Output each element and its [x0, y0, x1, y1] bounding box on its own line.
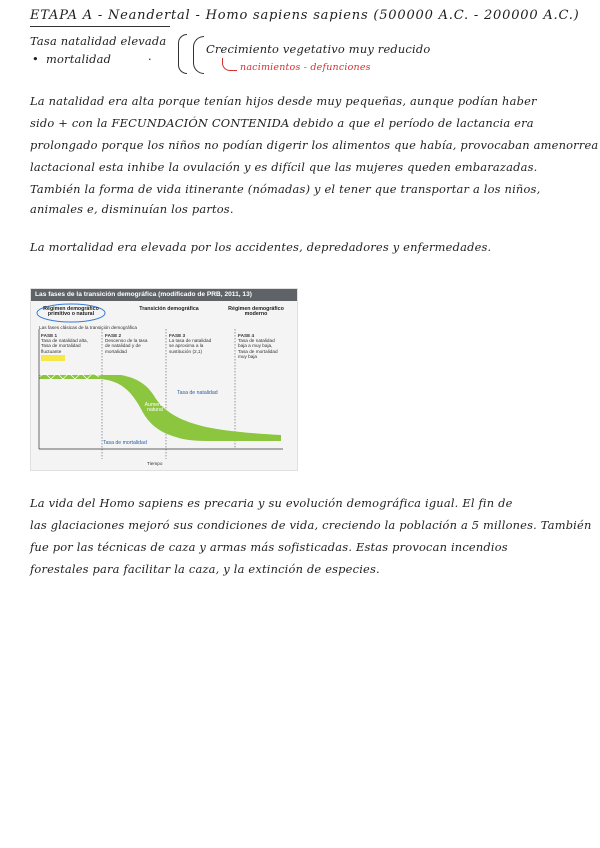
branch-item-natality: Tasa natalidad elevada	[30, 34, 167, 48]
growth-label-line: Aumento	[144, 402, 166, 408]
paragraph-line: animales e, disminuían los partos.	[30, 202, 234, 216]
paragraph-line: La vida del Homo sapiens es precaria y su evolución demográfica igual. El fin de	[30, 496, 513, 510]
bracket-left	[178, 34, 187, 74]
highlight-marker	[41, 355, 65, 361]
paragraph-line: También la forma de vida itinerante (nómadas) y el tener que transportar a los niños,	[30, 182, 541, 196]
phase-2	[105, 333, 163, 354]
phase-label: FASE 3	[169, 333, 186, 338]
paragraph-line: lactacional esta inhibe la ovulación y es difícil que las mujeres queden embarazadas.	[30, 160, 538, 174]
notes-title: ETAPA A - Neandertal - Homo sapiens sapiens (500000 A.C. - 200000 A.C.)	[30, 8, 580, 23]
paragraph-line: las glaciaciones mejoró sus condiciones de vida, creciendo la población a 5 millones. También	[30, 518, 592, 532]
natality-rate-label: Tasa de natalidad	[177, 390, 218, 396]
phase-line: Tasa de mortalidad	[238, 348, 278, 354]
regime2-label: Transición demográfica	[139, 306, 199, 312]
phase-label: FASE 1	[41, 333, 58, 338]
demographic-transition-figure	[30, 288, 298, 471]
paragraph-line: sido + con la FECUNDACIÓN CONTENIDA debido a que el período de lactancia era	[30, 116, 534, 130]
phase-line: Tasa de natalidad alta,	[41, 338, 88, 344]
regime3-label: Régimen demográfico moderno	[228, 306, 284, 318]
phase-line: de natalidad y de	[105, 343, 141, 349]
phase-label: FASE 2	[105, 333, 122, 338]
phase-label: FASE 4	[238, 333, 255, 338]
figure-subtitle: Las fases clásicas de la transición demográfica	[39, 325, 137, 330]
paragraph-line: forestales para facilitar la caza, y la extinción de especies.	[30, 562, 380, 576]
branch-dot: ·	[148, 52, 152, 66]
phase-line: La tasa de natalidad	[169, 338, 212, 344]
branch-item-mortality: mortalidad	[46, 52, 112, 66]
phase-line: se aproxima a la	[169, 343, 204, 349]
mortality-rate-label: Tasa de mortalidad	[103, 440, 147, 446]
phase-line: mortalidad	[105, 348, 127, 354]
natural-increase-label	[137, 403, 173, 413]
paragraph-mortality: La mortalidad era elevada por los accidentes, depredadores y enfermedades.	[30, 240, 492, 254]
paragraph-line: prolongado porque los niños no podían digerir los alimentos que había, provocaban amenorrea	[30, 138, 599, 152]
regime1-label: Régimen demográfico primitivo o natural	[43, 306, 99, 318]
branch-note: nacimientos - defunciones	[240, 62, 371, 73]
phase-line: baja a muy baja,	[238, 343, 273, 349]
note-arrow-icon	[222, 58, 237, 71]
phase-line: Tasa de mortalidad	[41, 343, 81, 349]
paragraph-line: fue por las técnicas de caza y armas más sofisticadas. Estas provocan incendios	[30, 540, 508, 554]
bracket-right	[193, 36, 204, 74]
phase-line: fluctuante	[41, 348, 62, 354]
phase-line: sustitución (2,1)	[169, 348, 203, 354]
growth-label-line: natural	[147, 407, 163, 414]
phase-line: muy baja	[238, 353, 258, 359]
phase-line: Descenso de la tasa	[105, 338, 148, 344]
phase-4	[238, 333, 294, 359]
phase-line: Tasa de natalidad	[238, 338, 275, 344]
branch-result: Crecimiento vegetativo muy reducido	[206, 42, 431, 56]
paragraph-line: La natalidad era alta porque tenían hijos desde muy pequeñas, aunque podían haber	[30, 94, 537, 108]
phase-3	[169, 333, 231, 354]
phase-1	[41, 333, 99, 354]
branch-bullet: •	[32, 52, 39, 66]
title-underline	[30, 26, 170, 27]
x-axis-label: Tiempo	[147, 461, 163, 466]
figure-title: Las fases de la transición demográfica (modificado de PRB, 2011, 13)	[31, 289, 297, 301]
